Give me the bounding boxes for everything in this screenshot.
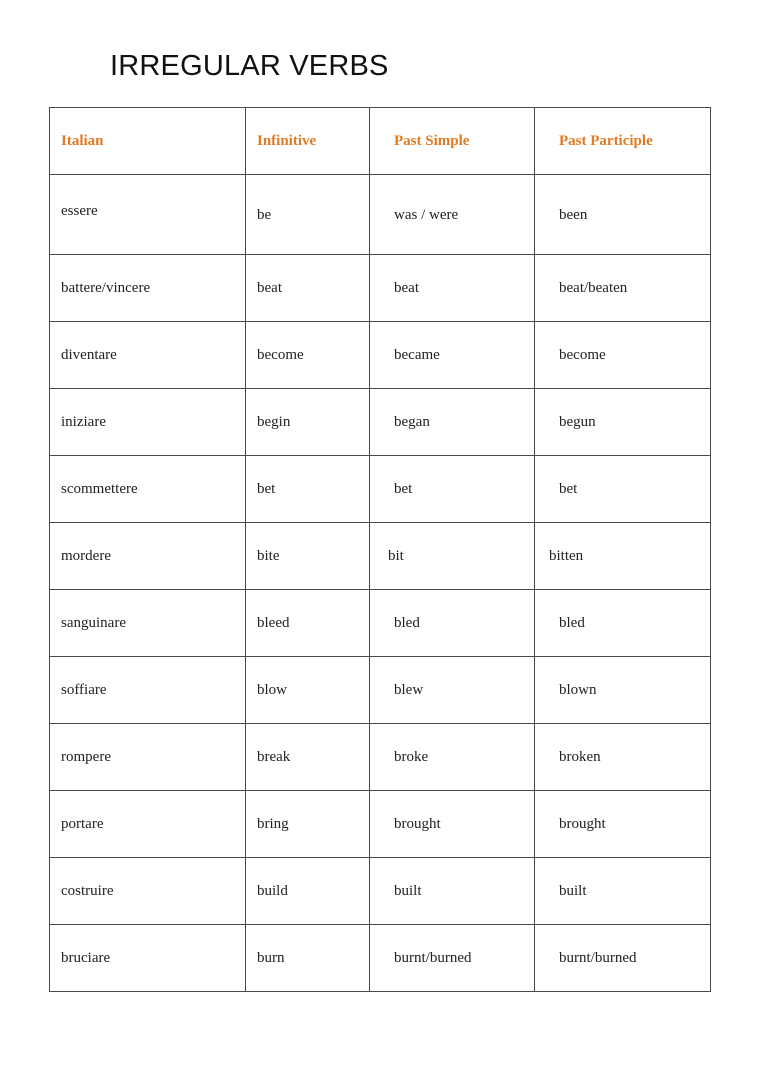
cell-past-participle: blown	[535, 657, 711, 724]
cell-past-simple: began	[370, 389, 535, 456]
cell-past-participle: begun	[535, 389, 711, 456]
cell-past-simple: became	[370, 322, 535, 389]
page-title: IRREGULAR VERBS	[110, 50, 389, 82]
cell-infinitive: bite	[246, 523, 370, 590]
table-row	[50, 175, 711, 255]
cell-past-participle: bled	[535, 590, 711, 657]
cell-infinitive: beat	[246, 255, 370, 322]
cell-past-participle: brought	[535, 791, 711, 858]
cell-infinitive: blow	[246, 657, 370, 724]
cell-infinitive: bring	[246, 791, 370, 858]
cell-past-simple: bit	[370, 523, 535, 590]
table-row	[50, 523, 711, 590]
table-row	[50, 724, 711, 791]
cell-past-participle: bitten	[535, 523, 711, 590]
cell-infinitive: break	[246, 724, 370, 791]
table-row	[50, 322, 711, 389]
table-row	[50, 255, 711, 322]
header-infinitive: Infinitive	[246, 108, 370, 175]
cell-past-simple: burnt/burned	[370, 925, 535, 992]
table-row	[50, 925, 711, 992]
header-past-simple: Past Simple	[370, 108, 535, 175]
cell-infinitive: begin	[246, 389, 370, 456]
cell-italian: iniziare	[50, 389, 246, 456]
table-row	[50, 858, 711, 925]
cell-infinitive: build	[246, 858, 370, 925]
table-row	[50, 456, 711, 523]
cell-past-simple: built	[370, 858, 535, 925]
cell-past-simple: brought	[370, 791, 535, 858]
cell-italian: costruire	[50, 858, 246, 925]
cell-italian: diventare	[50, 322, 246, 389]
cell-italian: mordere	[50, 523, 246, 590]
cell-past-participle: beat/beaten	[535, 255, 711, 322]
cell-past-participle: broken	[535, 724, 711, 791]
table-row	[50, 389, 711, 456]
cell-italian: scommettere	[50, 456, 246, 523]
cell-past-simple: bled	[370, 590, 535, 657]
cell-past-participle: been	[535, 175, 711, 255]
table-row	[50, 657, 711, 724]
header-italian: Italian	[50, 108, 246, 175]
cell-past-simple: beat	[370, 255, 535, 322]
cell-past-simple: was / were	[370, 175, 535, 255]
cell-infinitive: be	[246, 175, 370, 255]
cell-italian: sanguinare	[50, 590, 246, 657]
cell-past-participle: bet	[535, 456, 711, 523]
cell-italian: rompere	[50, 724, 246, 791]
cell-past-participle: burnt/burned	[535, 925, 711, 992]
cell-past-simple: broke	[370, 724, 535, 791]
cell-past-participle: become	[535, 322, 711, 389]
cell-past-simple: bet	[370, 456, 535, 523]
cell-italian: bruciare	[50, 925, 246, 992]
cell-infinitive: burn	[246, 925, 370, 992]
irregular-verbs-table	[49, 107, 711, 992]
cell-italian: essere	[50, 175, 246, 255]
header-past-participle: Past Participle	[535, 108, 711, 175]
cell-infinitive: bleed	[246, 590, 370, 657]
cell-italian: battere/vincere	[50, 255, 246, 322]
cell-infinitive: bet	[246, 456, 370, 523]
cell-infinitive: become	[246, 322, 370, 389]
table-header-row	[50, 108, 711, 175]
cell-past-simple: blew	[370, 657, 535, 724]
cell-past-participle: built	[535, 858, 711, 925]
cell-italian: soffiare	[50, 657, 246, 724]
table-row	[50, 791, 711, 858]
table-row	[50, 590, 711, 657]
cell-italian: portare	[50, 791, 246, 858]
